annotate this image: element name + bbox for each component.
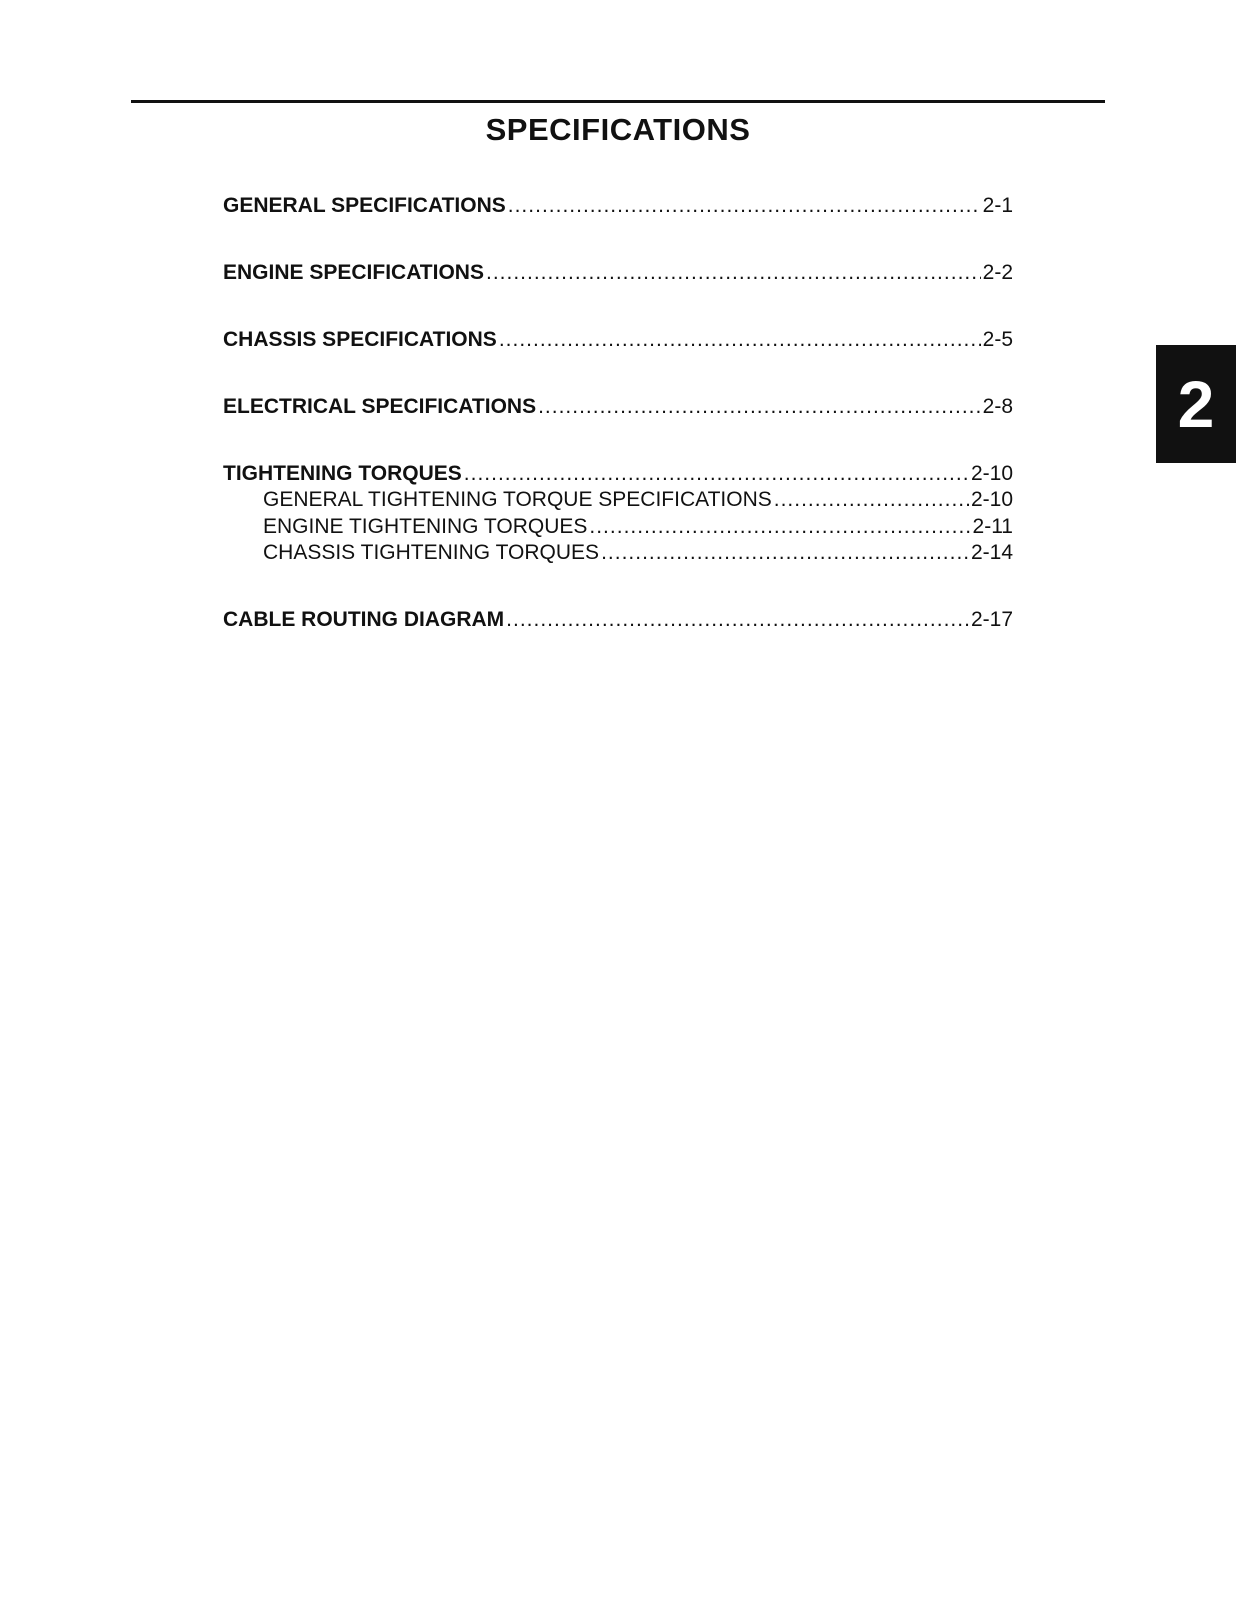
toc-entry-label: CHASSIS TIGHTENING TORQUES	[263, 541, 600, 564]
toc-entry-tightening-torques[interactable]	[223, 461, 1013, 487]
toc-entry-page: 2-5	[982, 328, 1013, 351]
dot-leader	[589, 514, 970, 540]
toc-entry-cable-routing-diagram[interactable]	[223, 607, 1013, 633]
toc-entry-page: 2-8	[982, 395, 1013, 418]
dot-leader	[499, 327, 981, 353]
toc-entry-page: 2-14	[970, 541, 1013, 564]
toc-entry-chassis-tightening-torques[interactable]	[263, 540, 1013, 566]
toc-entry-page: 2-2	[982, 261, 1013, 284]
toc-entry-page: 2-10	[970, 462, 1013, 485]
toc-entry-label: GENERAL TIGHTENING TORQUE SPECIFICATIONS	[263, 488, 772, 511]
dot-leader	[508, 193, 981, 219]
page-title: SPECIFICATIONS	[485, 112, 751, 147]
toc-entry-label: ELECTRICAL SPECIFICATIONS	[223, 395, 537, 418]
toc-entry-label: GENERAL SPECIFICATIONS	[223, 194, 506, 217]
toc-entry-page: 2-10	[970, 488, 1013, 511]
toc-entry-electrical-specifications[interactable]	[223, 394, 1013, 420]
toc-entry-label: ENGINE TIGHTENING TORQUES	[263, 515, 588, 538]
toc-entry-general-tightening-torque-specifications[interactable]	[263, 487, 1013, 513]
dot-leader	[538, 394, 981, 420]
dot-leader	[506, 607, 969, 633]
toc-entry-label: TIGHTENING TORQUES	[223, 462, 462, 485]
toc-entry-label: CHASSIS SPECIFICATIONS	[223, 328, 497, 351]
dot-leader	[774, 487, 969, 513]
top-rule	[131, 100, 1105, 103]
toc-entry-label: CABLE ROUTING DIAGRAM	[223, 608, 505, 631]
toc-entry-page: 2-1	[982, 194, 1013, 217]
dot-leader	[486, 260, 981, 286]
dot-leader	[464, 461, 969, 487]
toc-entry-engine-tightening-torques[interactable]	[263, 514, 1013, 540]
toc-entry-page: 2-17	[970, 608, 1013, 631]
toc-entry-chassis-specifications[interactable]	[223, 327, 1013, 353]
toc-entry-label: ENGINE SPECIFICATIONS	[223, 261, 484, 284]
toc-entry-engine-specifications[interactable]	[223, 260, 1013, 286]
toc-entry-general-specifications[interactable]	[223, 193, 1013, 219]
chapter-tab: 2	[1156, 345, 1236, 463]
toc-entry-page: 2-11	[972, 515, 1013, 538]
dot-leader	[601, 540, 969, 566]
